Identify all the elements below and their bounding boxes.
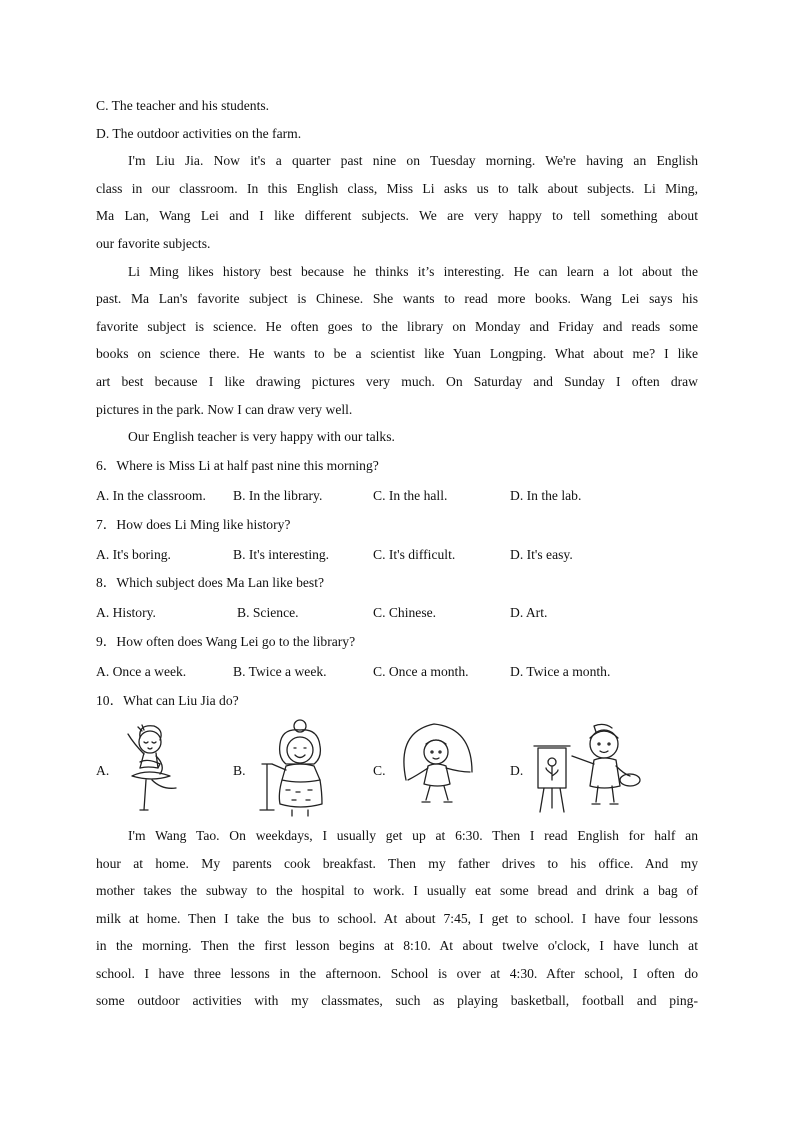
q7-option-d[interactable]: D. It's easy.: [510, 547, 573, 562]
question-10: 10．What can Liu Jia do?: [96, 693, 239, 708]
passage-line: Li Ming likes history best because he thinks it’s interesting. He can learn a lot about the: [128, 264, 698, 279]
q8-option-d[interactable]: D. Art.: [510, 605, 548, 620]
q10-label-c[interactable]: C.: [373, 763, 386, 778]
q9-option-c[interactable]: C. Once a month.: [373, 664, 469, 679]
q7-option-b[interactable]: B. It's interesting.: [233, 547, 330, 562]
question-8: 8．Which subject does Ma Lan like best?: [96, 575, 325, 590]
passage-line: hour at home. My parents cook breakfast. Then my father drives to his office. And my: [96, 856, 698, 871]
passage-line: Ma Lan, Wang Lei and I like different subjects. We are very happy to tell something about: [96, 208, 698, 223]
q7-option-a[interactable]: A. It's boring.: [96, 547, 171, 562]
prev-option-d: D. The outdoor activities on the farm.: [96, 126, 302, 141]
q9-option-b[interactable]: B. Twice a week.: [233, 664, 327, 679]
q6-option-c[interactable]: C. In the hall.: [373, 488, 448, 503]
passage-line: favorite subject is science. He often goes to the library on Monday and Friday and reads some: [96, 319, 698, 334]
drawing-picture[interactable]: [530, 724, 640, 814]
question-6: 6．Where is Miss Li at half past nine this morning?: [96, 458, 379, 473]
q8-option-b[interactable]: B. Science.: [237, 605, 299, 620]
q10-label-a[interactable]: A.: [96, 763, 110, 778]
passage-line: I'm Wang Tao. On weekdays, I usually get up at 6:30. Then I read English for half an: [128, 828, 698, 843]
q8-option-c[interactable]: C. Chinese.: [373, 605, 437, 620]
passage-line: our favorite subjects.: [96, 236, 211, 251]
passage-line: Our English teacher is very happy with our talks.: [128, 429, 395, 444]
q6-option-d[interactable]: D. In the lab.: [510, 488, 582, 503]
passage-line: milk at home. Then I take the bus to school. At about 7:45, I get to school. I have four lessons: [96, 911, 698, 926]
passage-line: I'm Liu Jia. Now it's a quarter past nine on Tuesday morning. We're having an English: [128, 153, 698, 168]
q10-label-b[interactable]: B.: [233, 763, 246, 778]
rope-skipping-picture[interactable]: [398, 722, 478, 808]
passage-line: class in our classroom. In this English class, Miss Li asks us to talk about subjects. Li Ming,: [96, 181, 698, 196]
q10-label-d[interactable]: D.: [510, 763, 524, 778]
passage-line: mother takes the subway to the hospital to work. I usually eat some bread and drink a bag of: [96, 883, 698, 898]
q9-option-a[interactable]: A. Once a week.: [96, 664, 187, 679]
passage-line: art best because I like drawing pictures very much. On Saturday and Sunday I often draw: [96, 374, 698, 389]
passage-line: some outdoor activities with my classmates, such as playing basketball, football and ping-: [96, 993, 698, 1008]
prev-option-c: C. The teacher and his students.: [96, 98, 270, 113]
q7-option-c[interactable]: C. It's difficult.: [373, 547, 456, 562]
q8-option-a[interactable]: A. History.: [96, 605, 156, 620]
q9-option-d[interactable]: D. Twice a month.: [510, 664, 611, 679]
passage-line: school. I have three lessons in the afternoon. School is over at 4:30. After school, I often do: [96, 966, 698, 981]
question-9: 9．How often does Wang Lei go to the library?: [96, 634, 356, 649]
passage-line: books on science there. He wants to be a scientist like Yuan Longping. What about me? I like: [96, 346, 698, 361]
question-7: 7．How does Li Ming like history?: [96, 517, 291, 532]
passage-line: in the morning. Then the first lesson begins at 8:10. At about twelve o'clock, I have lunch at: [96, 938, 698, 953]
ballet-dancer-picture[interactable]: [118, 722, 184, 816]
q6-option-b[interactable]: B. In the library.: [233, 488, 323, 503]
q6-option-a[interactable]: A. In the classroom.: [96, 488, 206, 503]
singer-picture[interactable]: [252, 718, 334, 816]
passage-line: pictures in the park. Now I can draw very well.: [96, 402, 353, 417]
passage-line: past. Ma Lan's favorite subject is Chinese. She wants to read more books. Wang Lei says his: [96, 291, 698, 306]
